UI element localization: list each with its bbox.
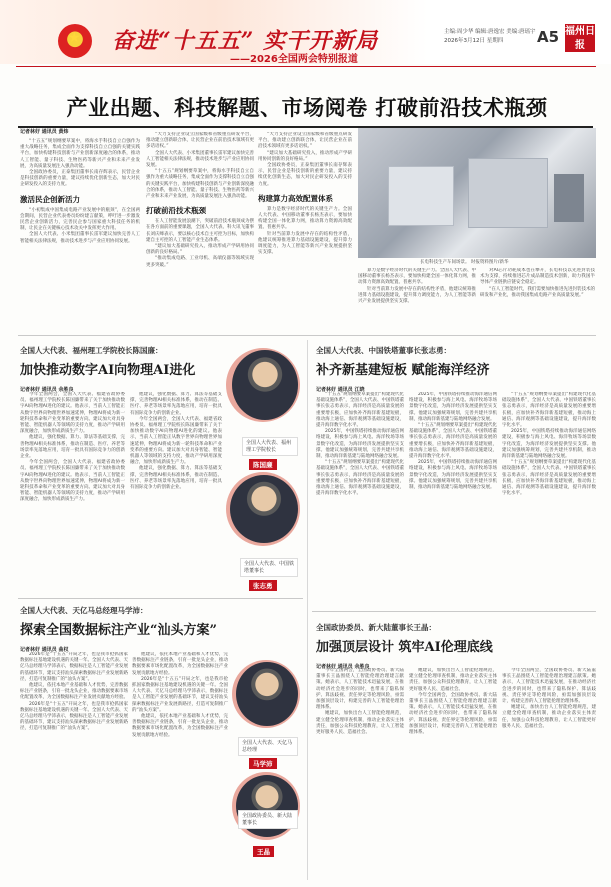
article-title: 加快推动数字AI向物理AI进化: [20, 363, 196, 378]
article-body: “十五五”规划纲要草案提出“构建现代化基础设施体系”，全国人大代表、中国铁塔董事长张志勇表示，海洋经济是高质量发展的重要增长极，应加快补齐海洋新基建短板，推动海上通信、海洋观测等基础设施建设，提升海洋数字化水平。: [316, 460, 404, 497]
representative-card: 全国政协委员、新大陆董事长: [238, 810, 298, 829]
lead-paragraph: 全国人大代表、小米集团董事长雷军建议加快完善人工智能相关法律法规，推动技术进步与产业应用协同发展。: [20, 232, 140, 244]
article-body: “十五五”规划纲要草案提出“构建现代化基础设施体系”，全国人大代表、中国铁塔董事长张志勇表示，海洋经济是高质量发展的重要增长极，应加快补齐海洋新基建短板，推动海上通信、海洋观测等基础设施建设，提升海洋数字化水平。: [409, 423, 497, 460]
lead-column-3: [258, 132, 352, 256]
lead-subhead: 打破前沿技术瓶颈: [146, 206, 206, 216]
section-divider: [18, 335, 596, 336]
representative-name: 马学沛: [249, 758, 277, 769]
lead-column-1: [20, 128, 140, 245]
lead-column-5: [480, 268, 595, 299]
article-ma-col2: [132, 652, 228, 739]
main-headline: 产业出题、科技解题、市场阅卷 打破前沿技术瓶颈: [66, 95, 548, 120]
article-body: 2026年是“十五五”开局之年，也是我市抢抓国家数据标注基地建设机遇的关键一年。全国人大代表、天亿马总经理马学沛表示，数据标注是人工智能产业发展的基础环节，建议支持汕头探索数据标注产业发展新路径，打造可复制推广的“汕头方案”。: [132, 676, 228, 713]
header-rule: [16, 66, 596, 67]
header-meta: [444, 28, 536, 46]
article-body: 今年全国两会，全国政协委员、新大陆董事长王晶围绕人工智能伦理治理建言献策。她表示，人工智能技术迅猛发展，在推动经济社会进步的同时，也带来了隐私保护、算法歧视、责任界定等伦理风险，亟需加强顶层设计，构建完善的人工智能伦理治理体系。: [409, 692, 497, 736]
lead-paragraph: 算力是数字经济时代的关键生产力。全国人大代表、中国移动董事长杨杰表示，要加快构建全国一体化算力网，推动算力资源高效配置、普惠共享。: [258, 206, 352, 231]
article-body: 2025年，中国铁塔持续推动海洋通信网络建设，积极参与海上风电、海洋牧场等场景数字化改造，为海洋经济发展提供坚实支撑。他建议加强统筹规划，完善共建共享机制，推动海洋新基建与陆地网络融合发展。: [409, 392, 497, 422]
portrait-chen: [232, 350, 298, 420]
article-body: 2026年是“十五五”开局之年，也是我市抢抓国家数据标注基地建设机遇的关键一年。全国人大代表、天亿马总经理马学沛表示，数据标注是人工智能产业发展的基础环节，建议支持汕头探索数据标注产业发展新路径，打造可复制推广的“汕头方案”。: [20, 652, 128, 682]
header-subtitle: ——2026全国两会特别报道: [230, 54, 358, 65]
article-byline: 记者林好 通讯员 余胜良: [316, 664, 370, 670]
article-body: 今年全国两会，全国人大代表、福建省政协委员、福州理工学院校长陈国廉带来了关于加快推动数字AI向物理AI进化的建议。他表示，当前人工智能正从数字世界向物理世界加速延伸，物理AI将成为新一轮科技革命和产业变革的重要方向。建议加大对具身智能、智能机器人等领域的支持力度，推动产学研用深度融合，加快形成新质生产力。: [130, 416, 222, 466]
lead-paragraph: “大力支持企业设立国家级和省级重点研发平台，推动建立创新联合体，让民营企业在前沿技术领域有更多话语权。”: [146, 132, 254, 150]
article-body: 他建议，依托本地产业基础和人才优势，完善数据标注产业链条，引育一批龙头企业，推动数据要素市场化配置改革，为全国数据标注产业发展贡献地方经验。: [132, 652, 228, 676]
article-byline: 记者林好 通讯员 余胜良: [20, 387, 74, 393]
article-chen-col1: [20, 392, 125, 504]
section-divider: [312, 611, 596, 612]
lead-subhead: 激活民企创新活力: [20, 194, 80, 204]
article-zhang-col1: [316, 392, 404, 497]
article-label: 全国人大代表、福州理工学院校长陈国廉：: [20, 346, 163, 355]
machine-shape: [388, 166, 454, 226]
lead-paragraph: 全国政协委员，正泰集团董事长南存辉表示，民营企业是科技创新的重要力量，建议持续优化创新生态，加大对民企研发投入的支持力度。: [20, 170, 140, 188]
article-body: 他建议，强化数据、算力、算法等基础支撑，完善物理AI相关标准体系，推动在制造、医疗、养老等场景率先落地应用，培育一批具有国际竞争力的创新企业。: [130, 392, 222, 416]
article-ma: [20, 605, 305, 653]
article-title: 补齐新基建短板 赋能海洋经济: [316, 363, 490, 378]
page-header: [0, 0, 611, 70]
lead-paragraph: “建议加大基础研究投入，推动形成产学研用协同创新的良好格局。”: [258, 150, 352, 162]
article-byline: 记者林好 通讯员 江晓: [316, 387, 365, 393]
article-label: 全国人大代表、天亿马总经理马学沛：: [20, 606, 148, 615]
editor-line: 主编:周少华 编辑:唐逸宏 美编:唐瑶宇: [444, 29, 536, 35]
lead-paragraph: “大力支持企业设立国家级和省级重点研发平台，推动建立创新联合体，让民营企业在前沿技术领域有更多话语权。”: [258, 132, 352, 150]
column-divider: [307, 340, 308, 880]
article-body: 他建议，强化数据、算力、算法等基础支撑，完善物理AI相关标准体系，推动在制造、医疗、养老等场景率先落地应用，培育一批具有国际竞争力的创新企业。: [130, 466, 222, 491]
section-number: A5: [537, 28, 560, 46]
article-body: 2025年，中国铁塔持续推动海洋通信网络建设，积极参与海上风电、海洋牧场等场景数字化改造，为海洋经济发展提供坚实支撑。他建议加强统筹规划，完善共建共享机制，推动海洋新基建与陆地网络融合发展。: [316, 429, 404, 460]
article-chen-col2: [130, 392, 222, 491]
article-zhang-col2: [409, 392, 497, 491]
article-body: 她建议，加快出台人工智能伦理规范，建立健全伦理审查机制，推动企业落实主体责任，加强公众科技伦理教育，让人工智能更好服务人民、造福社会。: [502, 705, 596, 729]
representative-name: 王晶: [253, 846, 274, 857]
article-wang-col1: [316, 668, 404, 736]
lead-paragraph: “推动集成电路、工业母机、高端仪器等领域实现更多突破。”: [146, 256, 254, 268]
representative-name: 张志勇: [249, 580, 277, 591]
portrait-ma: [236, 662, 298, 726]
lead-column-2: [146, 132, 254, 269]
lead-paragraph: 全国政协委员，正泰集团董事长南存辉表示，民营企业是科技创新的重要力量，建议持续优化创新生态，加大对民企研发投入的支持力度。: [258, 163, 352, 187]
lead-paragraph: “在人工智能时代，我们需要加快推进先进封装技术的研发和产业化，推动我国集成电路产业高质量发展。”: [480, 286, 595, 298]
machine-shape: [554, 174, 584, 222]
article-body: 她建议，加快出台人工智能伦理规范，建立健全伦理审查机制，推动企业落实主体责任，加强公众科技伦理教育，让人工智能更好服务人民、造福社会。: [316, 711, 404, 736]
photo-caption: 长电科技生产车间场景。 时报资料图片/新华: [420, 260, 509, 265]
article-body: 今年全国两会，全国政协委员、新大陆董事长王晶围绕人工智能伦理治理建言献策。她表示，人工智能技术迅猛发展，在推动经济社会进步的同时，也带来了隐私保护、算法歧视、责任界定等伦理风险，亟需加强顶层设计，构建完善的人工智能伦理治理体系。: [316, 668, 404, 711]
lead-paragraph: 算力是数字经济时代的关键生产力。全国人大代表、中国移动董事长杨杰表示，要加快构建全国一体化算力网，推动算力资源高效配置、普惠共享。: [358, 268, 476, 286]
lead-paragraph: 对AI芯片功耗成本也在攀升，长电科技以先进封装技术为支撑，持续推进芯片成品制造技术创新，助力我国半导体产业链供应链安全稳定。: [480, 268, 595, 286]
lead-paragraph: “小初集成中国集成电路产业发展中的瓶颈”，在全国两会期间，民营企业代表委员纷纷建言献策，呼吁进一步激发民营企业创新活力，完善民企参与国家重大科技任务的机制，让民企在关键核心技术攻关中发挥更大作用。: [20, 207, 140, 232]
article-body: “十五五”规划纲要草案提出“构建现代化基础设施体系”，全国人大代表、中国铁塔董事长张志勇表示，海洋经济是高质量发展的重要增长极，应加快补齐海洋新基建短板，推动海上通信、海洋观测等基础设施建设，提升海洋数字化水平。: [502, 392, 596, 429]
representative-card: 全国人大代表、天亿马总经理: [238, 737, 298, 756]
lead-paragraph: 全国人大代表、小米集团董事长雷军建议加快完善人工智能相关法律法规，推动技术进步与产业应用协同发展。: [146, 150, 254, 169]
article-title: 加强顶层设计 筑牢AI伦理底线: [316, 640, 493, 655]
portrait-zhang: [230, 475, 298, 543]
article-body: 她建议，加快出台人工智能伦理规范，建立健全伦理审查机制，推动企业落实主体责任，加强公众科技伦理教育，让人工智能更好服务人民、造福社会。: [409, 668, 497, 692]
article-body: 今年全国两会，全国政协委员、新大陆董事长王晶围绕人工智能伦理治理建言献策。她表示，人工智能技术迅猛发展，在推动经济社会进步的同时，也带来了隐私保护、算法歧视、责任界定等伦理风险，亟需加强顶层设计，构建完善的人工智能伦理治理体系。: [502, 668, 596, 705]
article-body: 2025年，中国铁塔持续推动海洋通信网络建设，积极参与海上风电、海洋牧场等场景数字化改造，为海洋经济发展提供坚实支撑。他建议加强统筹规划，完善共建共享机制，推动海洋新基建与陆地网络融合发展。: [409, 460, 497, 491]
lead-paragraph: 在人工智能发展浪潮下，突破前沿技术瓶颈成为摆在各方面前的重要课题，全国人大代表、科大讯飞董事长刘庆峰表示，要以核心技术自主可控为目标，加快构建自主可控的人工智能产业生态体系。: [146, 219, 254, 243]
article-body: 今年全国两会，全国人大代表、福建省政协委员、福州理工学院校长陈国廉带来了关于加快推动数字AI向物理AI进化的建议。他表示，当前人工智能正从数字世界向物理世界加速延伸，物理AI将成为新一轮科技革命和产业变革的重要方向。建议加大对具身智能、智能机器人等领域的支持力度，推动产学研用深度融合，加快形成新质生产力。: [20, 460, 125, 503]
machine-shape: [468, 158, 548, 228]
article-body: 今年全国两会，全国人大代表、福建省政协委员、福州理工学院校长陈国廉带来了关于加快推动数字AI向物理AI进化的建议。他表示，当前人工智能正从数字世界向物理世界加速延伸，物理AI将成为新一轮科技革命和产业变革的重要方向。建议加大对具身智能、智能机器人等领域的支持力度，推动产学研用深度融合，加快形成新质生产力。: [20, 392, 125, 435]
lead-paragraph: “建议加大基础研究投入，推动形成产学研用协同创新的良好格局。”: [146, 244, 254, 256]
representative-name: 陈国廉: [249, 459, 277, 470]
star-icon: ★: [68, 30, 81, 46]
lead-paragraph: 针对当前算力发展中存在的结构性矛盾，他建议统筹推进算力基础设施建设，提升算力调度能力，为人工智能等新兴产业发展提供坚实支撑。: [358, 286, 476, 305]
newspaper-logo: 福州日报: [565, 26, 595, 51]
article-body: 2026年是“十五五”开局之年，也是我市抢抓国家数据标注基地建设机遇的关键一年。全国人大代表、天亿马总经理马学沛表示，数据标注是人工智能产业发展的基础环节，建议支持汕头探索数据标注产业发展新路径，打造可复制推广的“汕头方案”。: [20, 701, 128, 732]
article-wang-col2: [409, 668, 497, 736]
lead-byline: 记者林好 通讯员 黄炜: [20, 129, 69, 135]
lead-column-4: [358, 268, 476, 305]
article-body: 他建议，依托本地产业基础和人才优势，完善数据标注产业链条，引育一批龙头企业，推动数据要素市场化配置改革，为全国数据标注产业发展贡献地方经验。: [20, 683, 128, 701]
article-zhang-col3: [502, 392, 596, 497]
header-title: 奋进“十五五” 实干开新局: [112, 28, 378, 54]
article-body: “十五五”规划纲要草案提出“构建现代化基础设施体系”，全国人大代表、中国铁塔董事长张志勇表示，海洋经济是高质量发展的重要增长极，应加快补齐海洋新基建短板，推动海上通信、海洋观测等基础设施建设，提升海洋数字化水平。: [316, 392, 404, 429]
article-title: 探索全国数据标注产业“汕头方案”: [20, 623, 217, 638]
article-body: 2025年，中国铁塔持续推动海洋通信网络建设，积极参与海上风电、海洋牧场等场景数字化改造，为海洋经济发展提供坚实支撑。他建议加强统筹规划，完善共建共享机制，推动海洋新基建与陆地网络融合发展。: [502, 429, 596, 460]
lead-paragraph: “十五五”规划纲要草案中，将海水手科技自立自强作为重大战略任务，集成全面作为支撑科技自立自强的关键实践平台，加快构建科技创新与产业创新深度融合的体系，推动人工智能、量子科技、生物医药等新兴产业和未来产业发展，为高质量发展注入强劲动能。: [20, 139, 140, 169]
article-label: 全国人大代表、中国铁塔董事长张志勇：: [316, 346, 451, 355]
representative-card: 全国人大代表、中国铁塔董事长: [240, 558, 298, 577]
article-label: 全国政协委员、新大陆董事长王晶：: [316, 623, 436, 632]
article-byline: 记者林好 通讯员 曲权: [20, 647, 69, 653]
date-line: 2026年3月12日 星期四: [444, 38, 504, 44]
article-wang-col3: [502, 668, 596, 730]
section-divider: [18, 598, 303, 599]
lead-paragraph: 针对当前算力发展中存在的结构性矛盾，他建议统筹推进算力基础设施建设，提升算力调度能力，为人工智能等新兴产业发展提供坚实支撑。: [258, 231, 352, 256]
article-body: “十五五”规划纲要草案提出“构建现代化基础设施体系”，全国人大代表、中国铁塔董事长张志勇表示，海洋经济是高质量发展的重要增长极，应加快补齐海洋新基建短板，推动海上通信、海洋观测等基础设施建设，提升海洋数字化水平。: [502, 460, 596, 497]
factory-photo: [358, 128, 596, 258]
article-zhang: [316, 345, 596, 393]
article-ma-col1: [20, 652, 128, 733]
representative-card: 全国人大代表、福州理工学院校长: [242, 437, 298, 456]
lead-paragraph: “十五五”规划纲要草案中，将海水手科技自立自强作为重大战略任务，集成全面作为支撑科技自立自强的关键实践平台，加快构建科技创新与产业创新深度融合的体系，推动人工智能、量子科技、生物医药等新兴产业和未来产业发展，为高质量发展注入强劲动能。: [146, 169, 254, 200]
lead-subhead: 构建算力高效配置体系: [258, 193, 333, 203]
article-body: 他建议，强化数据、算力、算法等基础支撑，完善物理AI相关标准体系，推动在制造、医疗、养老等场景率先落地应用，培育一批具有国际竞争力的创新企业。: [20, 435, 125, 460]
article-wang: [316, 622, 596, 670]
article-body: 他建议，依托本地产业基础和人才优势，完善数据标注产业链条，引育一批龙头企业，推动数据要素市场化配置改革，为全国数据标注产业发展贡献地方经验。: [132, 714, 228, 738]
